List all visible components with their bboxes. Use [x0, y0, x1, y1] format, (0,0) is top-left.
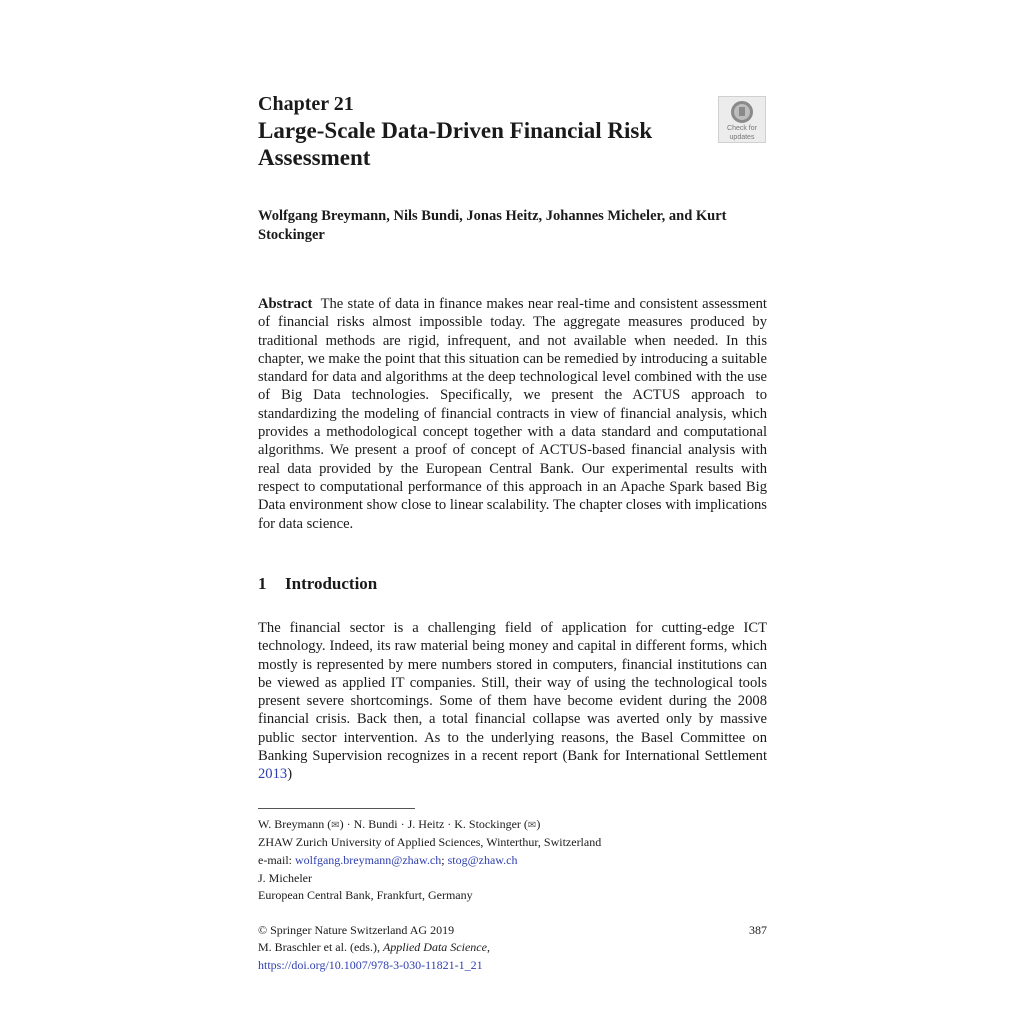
copyright-block: [258, 922, 767, 974]
author-affiliation-1: [258, 816, 767, 869]
citation-link[interactable]: 2013: [258, 766, 288, 783]
book-reference: [258, 939, 767, 956]
section-title: Introduction: [285, 574, 378, 593]
punct: ,: [486, 940, 490, 955]
footnote-author-micheler: J. Micheler: [258, 871, 312, 885]
page-number: 387: [749, 923, 767, 937]
book-title: Applied Data Science: [382, 940, 487, 955]
author-list: Wolfgang Breymann, Nils Bundi, Jonas Heitz, Johannes Micheler, and Kurt Stockinger: [258, 208, 727, 243]
doi-link[interactable]: https://doi.org/10.1007/978-3-030-11821-1_21: [258, 957, 483, 972]
author-affiliation-2: [258, 870, 767, 905]
copyright-line: © Springer Nature Switzerland AG 2019: [258, 923, 455, 937]
footnote-author-breymann: W. Breymann: [258, 817, 325, 831]
intro-paragraph: [258, 619, 767, 784]
section-heading: [258, 573, 377, 595]
intro-close: ): [287, 766, 293, 783]
abstract-label: Abstract: [258, 296, 313, 312]
footnote-rule: [258, 808, 415, 809]
separator: ·: [346, 817, 351, 831]
chapter-label: Chapter 21: [258, 93, 354, 115]
email-label: e-mail:: [258, 852, 292, 867]
badge-line1: Check for: [727, 125, 757, 132]
chapter-title: Large-Scale Data-Driven Financial Risk Assessment: [258, 118, 653, 170]
abstract-text: The state of data in finance makes near real-time and consistent assessment of financial risks almost impossible today. The aggregate measures produced by traditional methods are rigid, infrequent, and not available when needed. In this chapter, we make the point that this situation can be remedied by introducing a suitable standard for data and algorithms at the deep technological level combined with the use of Big Data technologies. Specifically, we present the ACTUS approach to standardizing the modeling of financial contracts in view of financial analysis, which provides a methodological concept together with a data standard and computational algorithms. We present a proof of concept of ACTUS-based financial analysis with real data provided by the European Central Bank. Our experimental results with respect to computational performance of this approach in an Apache Spark based Big Data environment show close to linear scalability. The chapter closes with implications for data science.: [258, 296, 767, 532]
envelope-icon: ✉: [331, 820, 340, 831]
affiliation-zhaw: ZHAW Zurich University of Applied Sciences, Winterthur, Switzerland: [258, 835, 602, 850]
email-line: e-mail: wolfgang.breymann@zhaw.ch; stog@zhaw.ch: [258, 852, 518, 867]
book-editors: M. Braschler et al. (eds.),: [258, 940, 383, 955]
check-for-updates-icon: [731, 101, 753, 123]
footnote-authors-rest: N. Bundi · J. Heitz · K. Stockinger: [353, 817, 521, 831]
badge-line2: updates: [729, 134, 755, 141]
email-link-breymann[interactable]: wolfgang.breymann@zhaw.ch: [294, 852, 442, 867]
footnote-authors: W. Breymann (✉) · N. Bundi · J. Heitz · K. Stockinger (✉): [258, 817, 541, 831]
intro-text: The financial sector is a challenging field of application for cutting-edge ICT technology. Indeed, its raw material being money and capital in different forms, which mostly is represented by mere numbers stored in computers, financial institutions can be viewed as applied IT companies. Still, their way of using the technological tools present severe shortcomings. Some of them have become evident during the 2008 financial crisis. Back then, a total financial collapse was averted only by massive public sector intervention. As to the underlying reasons, the Basel Committee on Banking Supervision recognizes in a recent report (Bank for International Settlement: [258, 620, 767, 765]
check-for-updates-badge[interactable]: [718, 96, 766, 143]
email-link-stockinger[interactable]: stog@zhaw.ch: [447, 852, 518, 867]
envelope-icon: ✉: [527, 820, 537, 831]
abstract: [258, 295, 767, 533]
affiliation-ecb: European Central Bank, Frankfurt, Germany: [258, 888, 473, 903]
section-number: 1: [258, 574, 267, 593]
